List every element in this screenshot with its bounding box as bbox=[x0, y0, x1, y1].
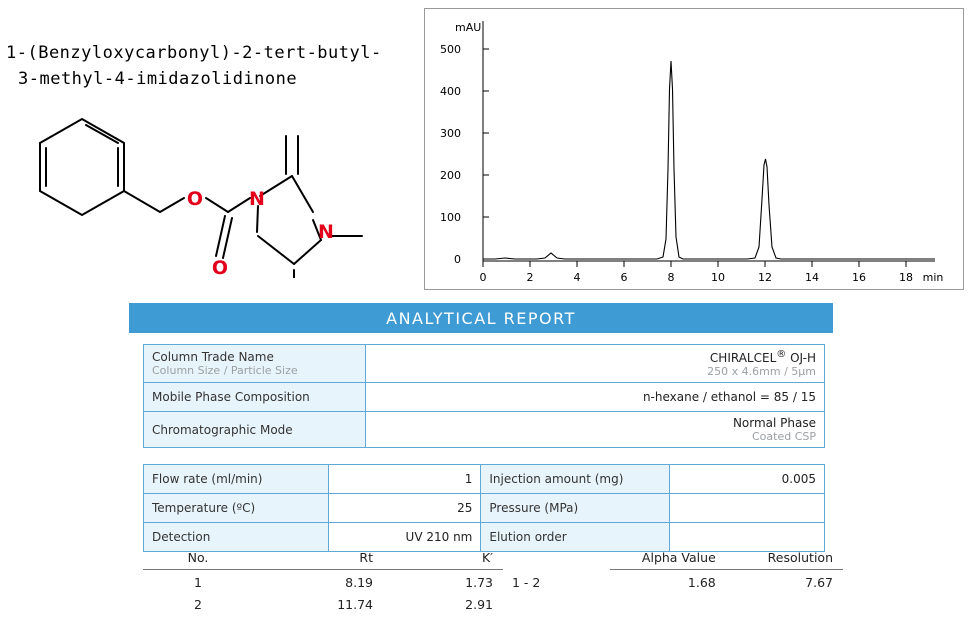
table-row-column-trade-name bbox=[144, 345, 825, 383]
table-row bbox=[144, 494, 825, 523]
compound-name bbox=[6, 40, 406, 92]
compound-name-line2: 3-methyl-4-imidazolidinone bbox=[18, 69, 298, 89]
value-subtext: 250 x 4.6mm / 5µm bbox=[707, 365, 816, 378]
label-temperature: Temperature (ºC) bbox=[144, 494, 329, 523]
atom-label-o-carbonyl: O bbox=[211, 257, 229, 278]
x-tick-8: 8 bbox=[667, 271, 675, 284]
value-mobile-phase: n-hexane / ethanol = 85 / 15 bbox=[366, 383, 825, 412]
value-subtext: Coated CSP bbox=[751, 430, 816, 443]
label-elution-order: Elution order bbox=[481, 523, 670, 552]
value-injection-amount: 0.005 bbox=[670, 465, 825, 494]
x-tick-2: 2 bbox=[526, 271, 534, 284]
x-tick-14: 14 bbox=[805, 271, 819, 284]
col-header-rt: Rt bbox=[253, 548, 383, 570]
column-conditions-table bbox=[143, 344, 825, 448]
y-tick-100: 100 bbox=[440, 211, 461, 224]
y-tick-500: 500 bbox=[440, 43, 461, 56]
table-row bbox=[144, 465, 825, 494]
cell-alpha-value: 1.68 bbox=[687, 575, 716, 590]
value-detection: UV 210 nm bbox=[328, 523, 481, 552]
peak-results-table bbox=[143, 548, 503, 614]
label-detection: Detection bbox=[144, 523, 329, 552]
value-temperature: 25 bbox=[328, 494, 481, 523]
atom-label-o-ester: O bbox=[186, 188, 204, 210]
table-row-mobile-phase bbox=[144, 383, 825, 412]
col-header-alpha-value: Alpha Value bbox=[610, 548, 726, 570]
compound-panel bbox=[0, 0, 420, 290]
value-column-trade-name bbox=[366, 345, 825, 383]
y-tick-0: 0 bbox=[454, 253, 461, 266]
label-flow-rate: Flow rate (ml/min) bbox=[144, 465, 329, 494]
cell-peak-rt: 11.74 bbox=[337, 597, 373, 612]
table-header-row bbox=[143, 548, 503, 570]
cell-peak-rt: 8.19 bbox=[345, 575, 373, 590]
cell-peak-k: 2.91 bbox=[465, 597, 493, 612]
chemical-structure-diagram bbox=[10, 88, 410, 278]
chromatogram-panel bbox=[424, 8, 964, 290]
x-tick-16: 16 bbox=[852, 271, 866, 284]
label-pressure: Pressure (MPa) bbox=[481, 494, 670, 523]
x-axis-unit-label: min bbox=[922, 271, 944, 284]
chromatogram-plot bbox=[425, 9, 963, 289]
label-mobile-phase: Mobile Phase Composition bbox=[144, 383, 366, 412]
cell-pair: 1 - 2 bbox=[512, 574, 541, 590]
label-chromatographic-mode: Chromatographic Mode bbox=[144, 412, 366, 448]
col-header-k: K′ bbox=[383, 548, 503, 570]
y-tick-300: 300 bbox=[440, 127, 461, 140]
table-row bbox=[143, 570, 503, 593]
report-header bbox=[129, 303, 833, 333]
value-pressure bbox=[670, 494, 825, 523]
cell-peak-k: 1.73 bbox=[465, 575, 493, 590]
label-column-trade-name bbox=[144, 345, 366, 383]
y-tick-200: 200 bbox=[440, 169, 461, 182]
method-parameters-table bbox=[143, 464, 825, 552]
label-injection-amount: Injection amount (mg) bbox=[481, 465, 670, 494]
chromatogram-trace bbox=[483, 61, 935, 259]
compound-name-line1: 1-(Benzyloxycarbonyl)-2-tert-butyl- bbox=[6, 43, 382, 63]
value-brand: CHIRALCEL bbox=[709, 351, 777, 365]
table-row bbox=[498, 570, 843, 593]
col-header-no: No. bbox=[143, 548, 253, 570]
x-tick-4: 4 bbox=[573, 271, 581, 284]
value-brand-suffix: OJ-H bbox=[786, 351, 816, 365]
registered-mark: ® bbox=[776, 349, 787, 360]
separation-results-table bbox=[498, 548, 843, 592]
y-axis-unit-label: mAU bbox=[455, 21, 482, 34]
table-header-row bbox=[498, 548, 843, 570]
cell-resolution: 7.67 bbox=[805, 575, 833, 590]
col-header-pair bbox=[498, 548, 610, 570]
cell-peak-no: 1 bbox=[194, 575, 202, 590]
value-text: Normal Phase bbox=[732, 416, 816, 430]
col-header-resolution: Resolution bbox=[726, 548, 843, 570]
x-tick-0: 0 bbox=[479, 271, 487, 284]
table-row bbox=[143, 592, 503, 614]
x-tick-6: 6 bbox=[620, 271, 628, 284]
x-tick-18: 18 bbox=[899, 271, 913, 284]
value-chromatographic-mode bbox=[366, 412, 825, 448]
report-header-title: ANALYTICAL REPORT bbox=[386, 308, 576, 328]
value-flow-rate: 1 bbox=[328, 465, 481, 494]
table-row-chromatographic-mode bbox=[144, 412, 825, 448]
atom-label-n3: N bbox=[318, 221, 334, 243]
value-text bbox=[374, 349, 816, 365]
x-tick-10: 10 bbox=[711, 271, 725, 284]
cell-peak-no: 2 bbox=[194, 597, 202, 612]
y-tick-400: 400 bbox=[440, 85, 461, 98]
label-subtext: Column Size / Particle Size bbox=[152, 364, 298, 377]
label-text: Column Trade Name bbox=[152, 350, 274, 364]
atom-label-n1: N bbox=[249, 188, 265, 210]
x-tick-12: 12 bbox=[758, 271, 772, 284]
